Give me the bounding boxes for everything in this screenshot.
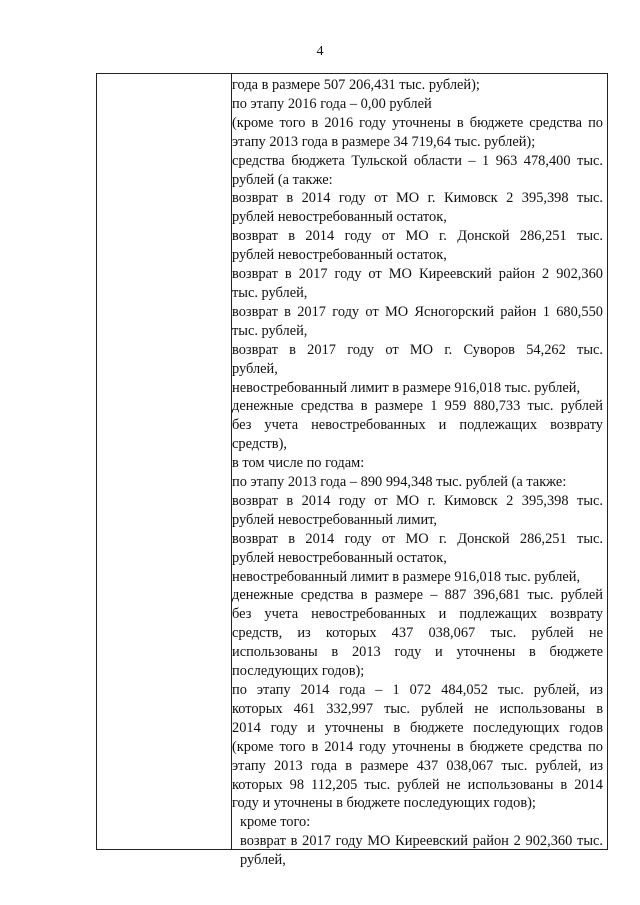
text-line: рублей невостребованный остаток,: [232, 549, 447, 566]
text-line: этапу 2013 года в размере 34 719,64 тыс. рублей);: [232, 133, 536, 150]
text-line: которых 461 332,997 тыс. рублей не использованы в: [232, 700, 603, 717]
text-line: кроме того:: [240, 814, 311, 831]
text-line: средств, из которых 437 038,067 тыс. рублей не: [232, 625, 603, 642]
text-line: возврат в 2014 году от МО г. Кимовск 2 395,398 тыс.: [232, 492, 603, 509]
text-line: рублей,: [232, 360, 278, 377]
text-line: возврат в 2017 году от МО Ясногорский район 1 680,550: [232, 303, 603, 320]
text-line: этапу 2013 года в размере 437 038,067 тыс. рублей, из: [232, 757, 603, 774]
text-line: тыс. рублей,: [232, 284, 308, 301]
text-line: которых 98 112,205 тыс. рублей не использованы в 2014: [232, 776, 603, 793]
text-line: рублей невостребованный лимит,: [232, 511, 437, 528]
page-number: 4: [316, 44, 324, 59]
text-line: по этапу 2013 года – 890 994,348 тыс. рублей (а также:: [232, 474, 567, 491]
text-line: возврат в 2014 году от МО г. Донской 286,251 тыс.: [232, 530, 603, 547]
text-line: возврат в 2014 году от МО г. Кимовск 2 395,398 тыс.: [232, 190, 603, 207]
text-line: 2014 году и уточнены в бюджете последующих годов: [232, 719, 603, 736]
text-line: рублей (а также:: [232, 171, 333, 188]
text-line: возврат в 2017 году от МО Киреевский район 2 902,360: [232, 266, 603, 283]
text-line: невостребованный лимит в размере 916,018 тыс. рублей,: [232, 568, 581, 585]
text-line: году и уточнены в бюджете последующих годов);: [232, 795, 536, 812]
document-table: [96, 73, 608, 869]
text-line: (кроме того в 2016 году уточнены в бюджете средства по: [232, 114, 603, 131]
text-line: без учета невостребованных и подлежащих возврату: [232, 606, 603, 623]
text-line: по этапу 2014 года – 1 072 484,052 тыс. рублей, из: [232, 682, 603, 698]
text-line: использованы в 2013 году и уточнены в бюджете: [232, 644, 603, 661]
text-line: возврат в 2017 году от МО г. Суворов 54,262 тыс.: [232, 341, 603, 358]
text-line: рублей,: [240, 852, 286, 869]
text-line: в том числе по годам:: [232, 455, 365, 472]
text-line: года в размере 507 206,431 тыс. рублей);: [232, 77, 480, 93]
text-line: денежные средства в размере 1 959 880,733 тыс. рублей: [232, 398, 603, 415]
text-line: средств),: [232, 436, 287, 453]
text-line: средства бюджета Тульской области – 1 963 478,400 тыс.: [232, 152, 603, 169]
table-left-cell: [97, 74, 231, 849]
text-line: рублей невостребованный остаток,: [232, 247, 447, 264]
text-line: невостребованный лимит в размере 916,018 тыс. рублей,: [232, 379, 581, 396]
text-line: (кроме того в 2014 году уточнены в бюджете средства по: [232, 738, 603, 755]
text-line: без учета невостребованных и подлежащих возврату: [232, 417, 603, 434]
text-line: возврат в 2017 году МО Киреевский район 2 902,360 тыс.: [240, 833, 603, 850]
text-line: денежные средства в размере – 887 396,681 тыс. рублей: [232, 587, 603, 604]
text-line: возврат в 2014 году от МО г. Донской 286,251 тыс.: [232, 228, 603, 245]
table-text-cell: [232, 76, 603, 870]
text-line: рублей невостребованный остаток,: [232, 209, 447, 226]
text-line: тыс. рублей,: [232, 322, 308, 339]
text-line: по этапу 2016 года – 0,00 рублей: [232, 95, 432, 112]
text-line: последующих годов);: [232, 663, 365, 680]
